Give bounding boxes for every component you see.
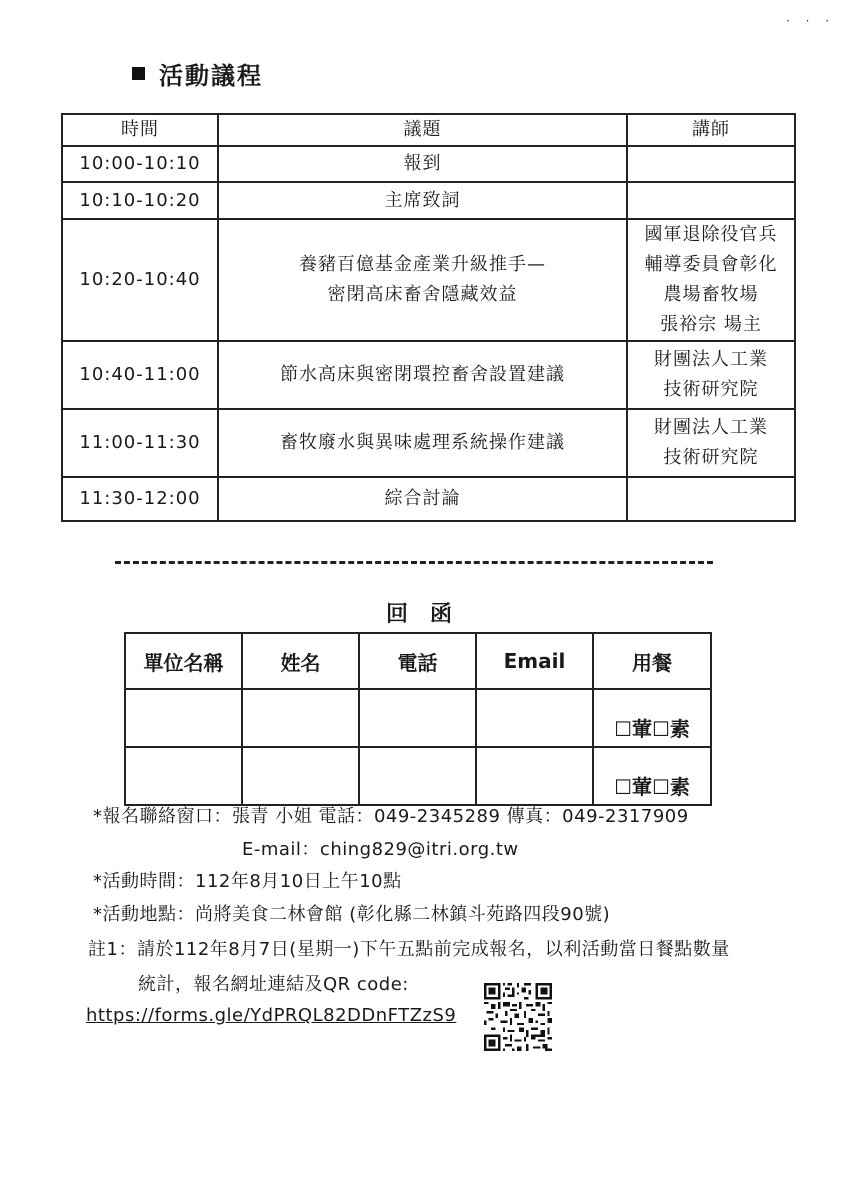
contact-note: *報名聯絡窗口：張青 小姐 電話：049-2345289 傳真：049-2317909 — [93, 806, 689, 827]
agenda-topic — [218, 219, 627, 341]
registration-link[interactable]: https://forms.gle/YdPRQL82DDnFTZzS9 — [86, 1005, 457, 1026]
agenda-speaker-line: 技術研究院 — [663, 447, 759, 468]
agenda-topic — [218, 182, 627, 219]
agenda-speaker-line: 財團法人工業 — [654, 349, 768, 370]
reply-header-org: 單位名稱 — [125, 633, 242, 689]
agenda-row — [62, 409, 795, 477]
reply-header-phone: 電話 — [359, 633, 476, 689]
phone-field[interactable] — [359, 689, 476, 747]
reply-header-meal: 用餐 — [593, 633, 711, 689]
agenda-row — [62, 341, 795, 409]
contact-email: E-mail：ching829@itri.org.tw — [242, 839, 519, 860]
agenda-topic-line: 節水高床與密閉環控畜舍設置建議 — [280, 364, 565, 385]
agenda-time: 11:30-12:00 — [62, 477, 218, 521]
agenda-row — [62, 146, 795, 182]
agenda-speaker — [627, 477, 795, 521]
org-field[interactable] — [125, 689, 242, 747]
agenda-speaker-line: 張裕宗 場主 — [660, 314, 762, 335]
meal-option-field[interactable]: ☐葷☐素 — [593, 689, 711, 747]
meal-option-field[interactable]: ☐葷☐素 — [593, 747, 711, 805]
agenda-speaker — [627, 219, 795, 341]
email-field[interactable] — [476, 689, 593, 747]
agenda-topic-line: 養豬百億基金產業升級推手— — [299, 254, 546, 275]
name-field[interactable] — [242, 747, 359, 805]
org-field[interactable] — [125, 747, 242, 805]
agenda-time: 10:10-10:20 — [62, 182, 218, 219]
qr-code-icon — [484, 983, 552, 1051]
agenda-topic-line: 密閉高床畜舍隱藏效益 — [327, 284, 518, 305]
agenda-header-topic: 議題 — [218, 114, 627, 146]
registration-note: 註1：請於112年8月7日(星期一)下午五點前完成報名，以利活動當日餐點數量 — [88, 939, 730, 960]
agenda-speaker-line: 國軍退除役官兵 — [644, 224, 778, 245]
reply-header-row — [125, 633, 711, 689]
reply-form-table — [124, 632, 712, 806]
agenda-time: 10:40-11:00 — [62, 341, 218, 409]
agenda-header-speaker: 講師 — [627, 114, 795, 146]
agenda-time: 10:20-10:40 — [62, 219, 218, 341]
agenda-row — [62, 219, 795, 341]
agenda-speaker-line: 輔導委員會彰化 — [644, 254, 778, 275]
dashed-separator — [115, 561, 713, 564]
agenda-topic-line: 報到 — [403, 153, 442, 174]
agenda-topic-line: 主席致詞 — [384, 189, 461, 211]
agenda-time: 11:00-11:30 — [62, 409, 218, 477]
name-field[interactable] — [242, 689, 359, 747]
agenda-speaker — [627, 409, 795, 477]
agenda-speaker-line: 技術研究院 — [663, 379, 759, 400]
agenda-speaker — [627, 182, 795, 219]
reply-row — [125, 747, 711, 805]
agenda-speaker — [627, 146, 795, 182]
agenda-table — [61, 113, 796, 522]
agenda-speaker-line: 財團法人工業 — [654, 417, 768, 438]
reply-header-email: Email — [476, 633, 593, 689]
phone-field[interactable] — [359, 747, 476, 805]
event-time-note: *活動時間：112年8月10日上午10點 — [93, 871, 402, 892]
agenda-topic — [218, 341, 627, 409]
agenda-speaker — [627, 341, 795, 409]
agenda-header-time: 時間 — [62, 114, 218, 146]
reply-row — [125, 689, 711, 747]
scan-marks: · · · — [786, 14, 836, 28]
agenda-speaker-line: 農場畜牧場 — [663, 284, 759, 305]
registration-note-continued: 統計，報名網址連結及QR code: — [138, 974, 409, 995]
agenda-topic — [218, 146, 627, 182]
agenda-row — [62, 182, 795, 219]
agenda-topic — [218, 409, 627, 477]
section-heading-text: 活動議程 — [159, 61, 263, 90]
agenda-row — [62, 477, 795, 521]
email-field[interactable] — [476, 747, 593, 805]
agenda-header-row — [62, 114, 795, 146]
agenda-topic — [218, 477, 627, 521]
black-square-icon — [132, 67, 145, 80]
agenda-topic-line: 綜合討論 — [384, 488, 461, 509]
agenda-time: 10:00-10:10 — [62, 146, 218, 182]
reply-form-title: 回函 — [385, 602, 474, 627]
event-place-note: *活動地點：尚將美食二林會館 (彰化縣二林鎮斗苑路四段90號) — [93, 904, 611, 925]
section-heading — [132, 56, 263, 90]
reply-header-name: 姓名 — [242, 633, 359, 689]
agenda-topic-line: 畜牧廢水與異味處理系統操作建議 — [280, 432, 565, 453]
